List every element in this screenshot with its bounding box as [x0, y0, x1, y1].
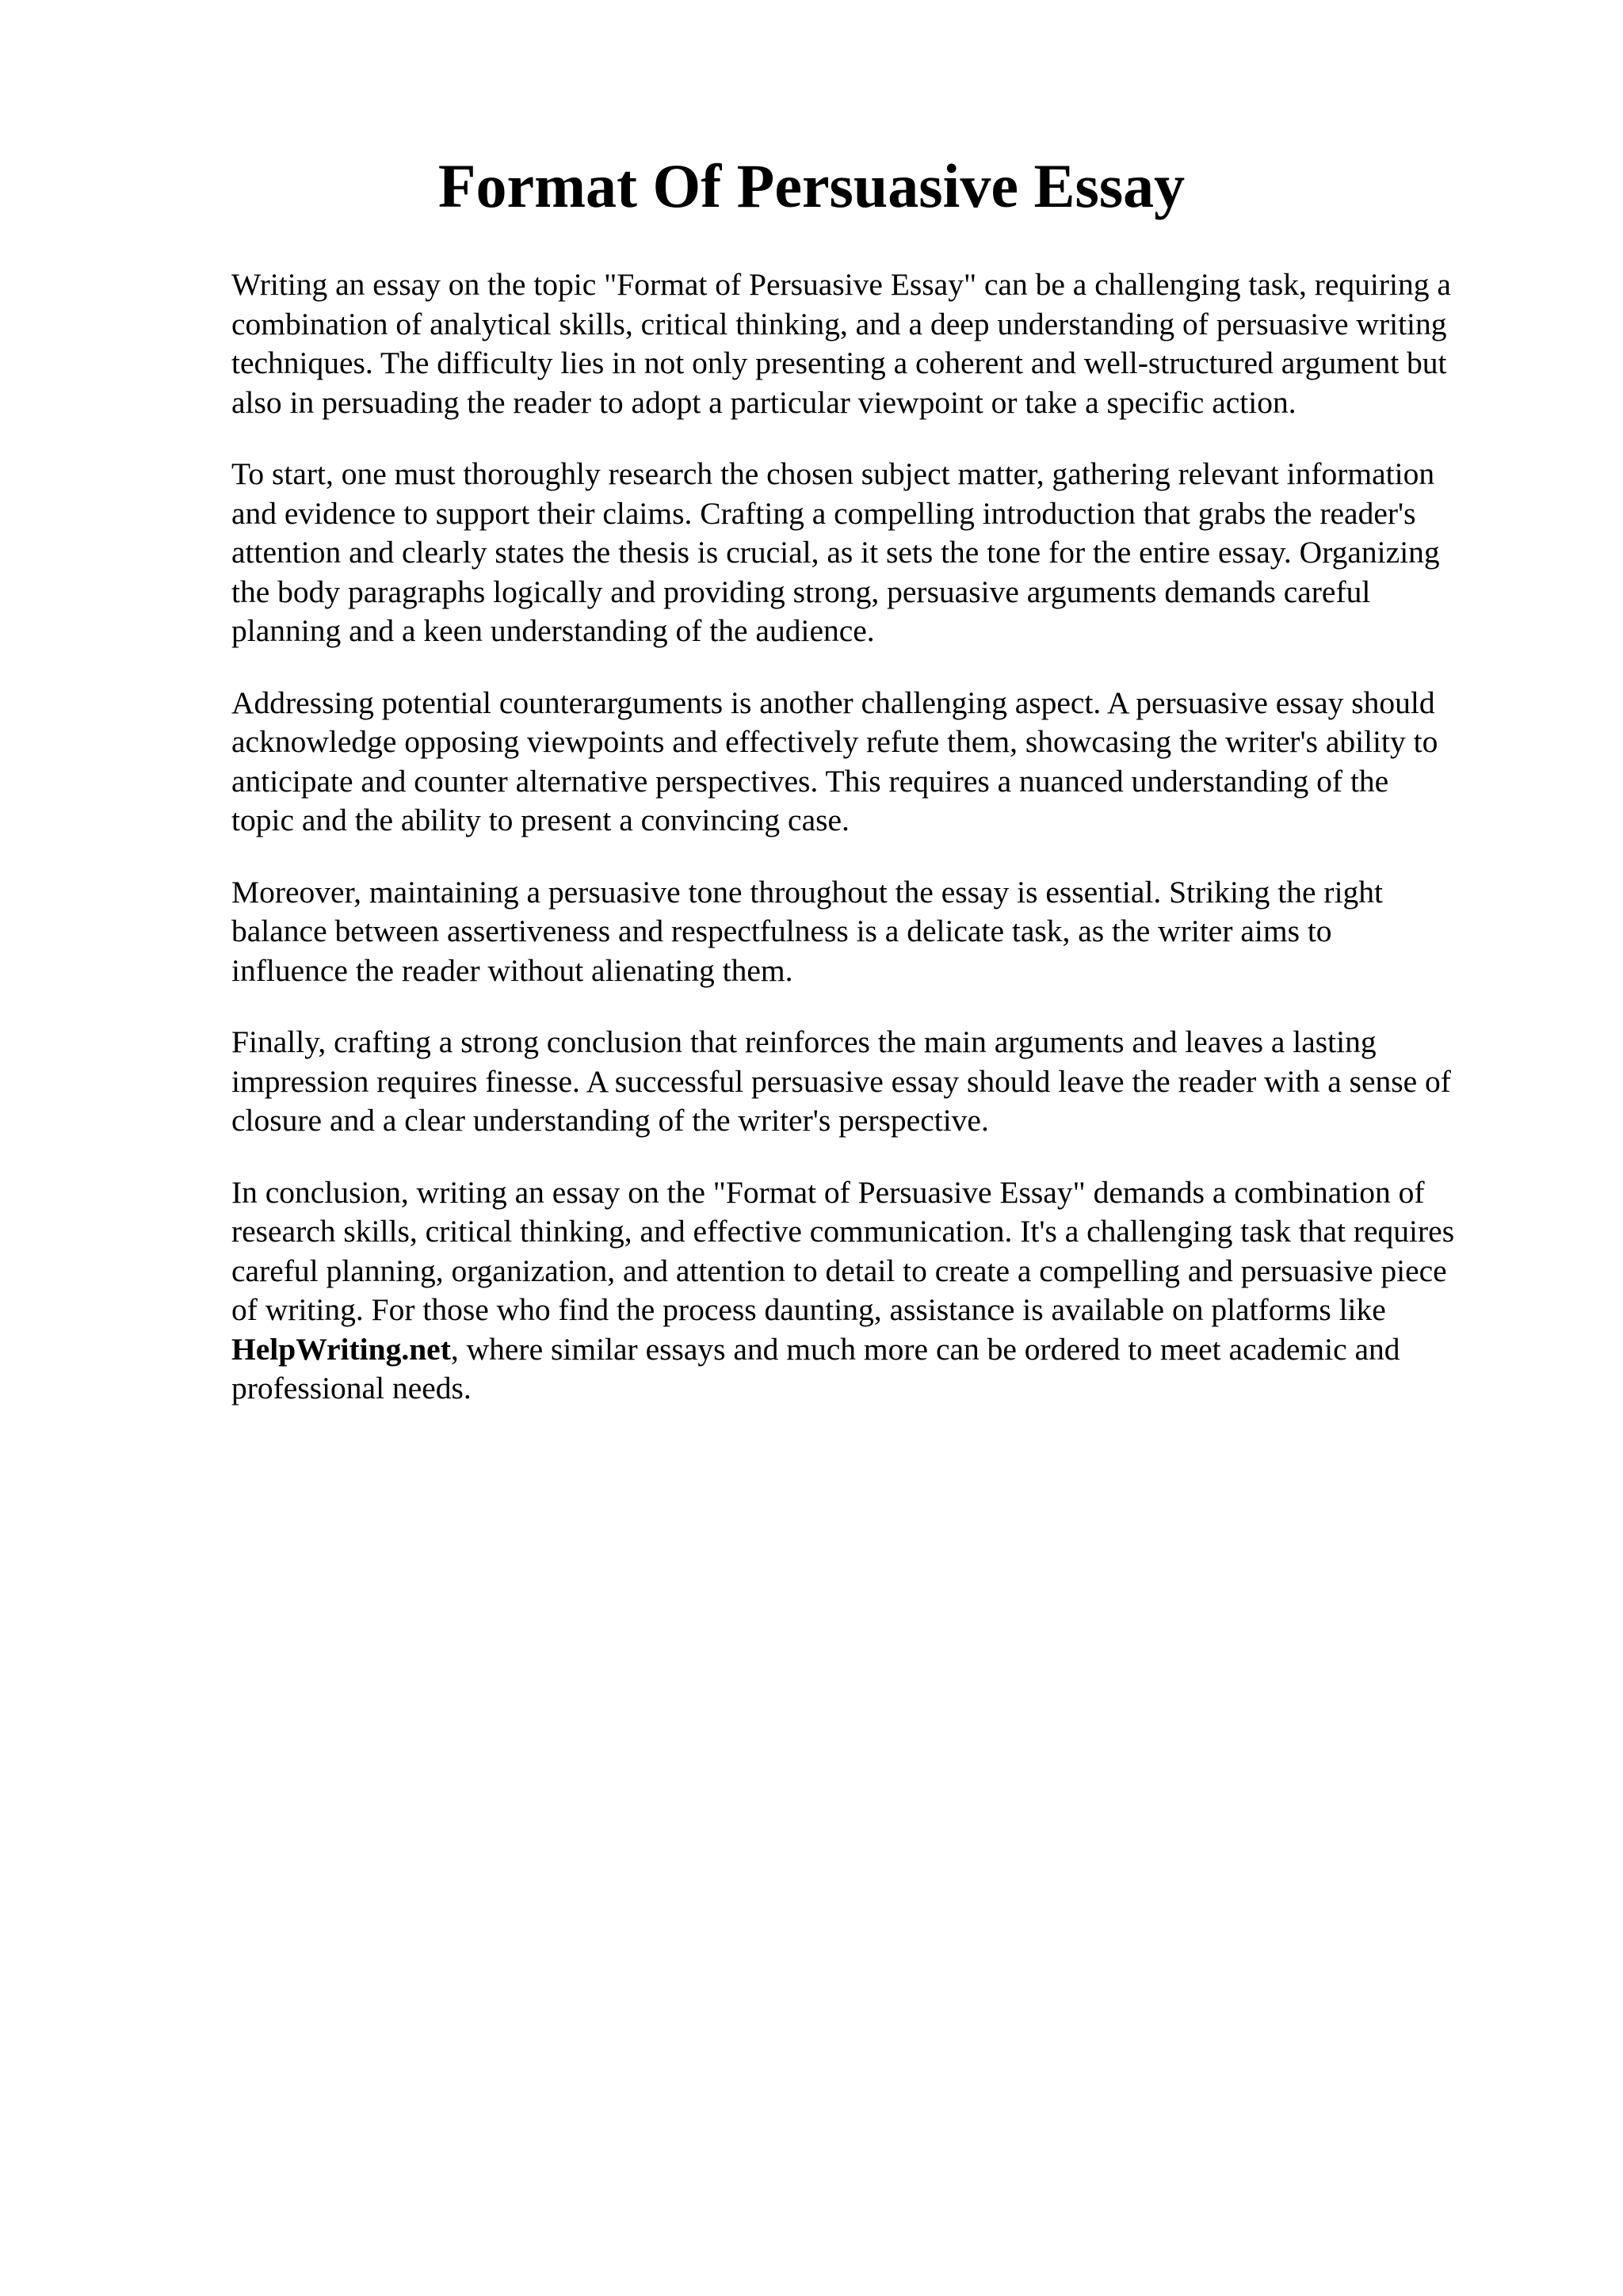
paragraph-final [231, 1173, 1531, 1409]
text-line: and evidence to support their claims. Crafting a compelling introduction that grabs the reader's [231, 495, 1416, 531]
document-body [231, 265, 1531, 1441]
paragraph-conclusion-advice [231, 1023, 1531, 1141]
text-line: also in persuading the reader to adopt a particular viewpoint or take a specific action. [231, 384, 1296, 420]
text-line: careful planning, organization, and attention to detail to create a compelling and persuasive piece [231, 1253, 1447, 1288]
text-line-with-link [231, 1330, 1531, 1370]
text-line: To start, one must thoroughly research the chosen subject matter, gathering relevant information [231, 456, 1435, 491]
text-line: closure and a clear understanding of the writer's perspective. [231, 1103, 989, 1138]
text-line: professional needs. [231, 1371, 472, 1405]
text-line: Writing an essay on the topic "Format of Persuasive Essay" can be a challenging task, requiring a [231, 267, 1451, 302]
text-line: research skills, critical thinking, and effective communication. It's a challenging task that requires [231, 1214, 1455, 1249]
paragraph-intro [231, 265, 1531, 422]
text-line: of writing. For those who find the process daunting, assistance is available on platforms like [231, 1292, 1386, 1327]
text-line: techniques. The difficulty lies in not only presenting a coherent and well-structured argument but [231, 345, 1447, 380]
text-line: influence the reader without alienating them. [231, 952, 793, 988]
paragraph-tone [231, 873, 1531, 991]
text-line: attention and clearly states the thesis is crucial, as it sets the tone for the entire essay. Organizing [231, 535, 1440, 570]
text-line: balance between assertiveness and respectfulness is a delicate task, as the writer aims to [231, 913, 1332, 948]
text-line: planning and a keen understanding of the audience. [231, 613, 875, 648]
text-line: combination of analytical skills, critical thinking, and a deep understanding of persuasive writing [231, 306, 1447, 341]
text-line: impression requires finesse. A successful persuasive essay should leave the reader with a sense of [231, 1063, 1451, 1099]
text-line: acknowledge opposing viewpoints and effectively refute them, showcasing the writer's ability to [231, 724, 1438, 759]
text-line: the body paragraphs logically and providing strong, persuasive arguments demands careful [231, 574, 1371, 609]
page-title: Format Of Persuasive Essay [437, 151, 1186, 220]
text-line: Finally, crafting a strong conclusion that reinforces the main arguments and leaves a lasting [231, 1024, 1377, 1059]
text-line: anticipate and counter alternative perspectives. This requires a nuanced understanding of the [231, 763, 1389, 799]
text-line: topic and the ability to present a convincing case. [231, 803, 850, 837]
text-line: In conclusion, writing an essay on the "Format of Persuasive Essay" demands a combination of [231, 1174, 1425, 1210]
text-line: Addressing potential counterarguments is another challenging aspect. A persuasive essay should [231, 685, 1435, 720]
paragraph-counterarguments [231, 684, 1531, 841]
text-line: Moreover, maintaining a persuasive tone throughout the essay is essential. Striking the right [231, 874, 1384, 910]
text-after-link: , where similar essays and much more can be ordered to meet academic and [450, 1331, 1400, 1367]
paragraph-research [231, 455, 1531, 651]
helpwriting-link[interactable]: HelpWriting.net [231, 1331, 451, 1367]
